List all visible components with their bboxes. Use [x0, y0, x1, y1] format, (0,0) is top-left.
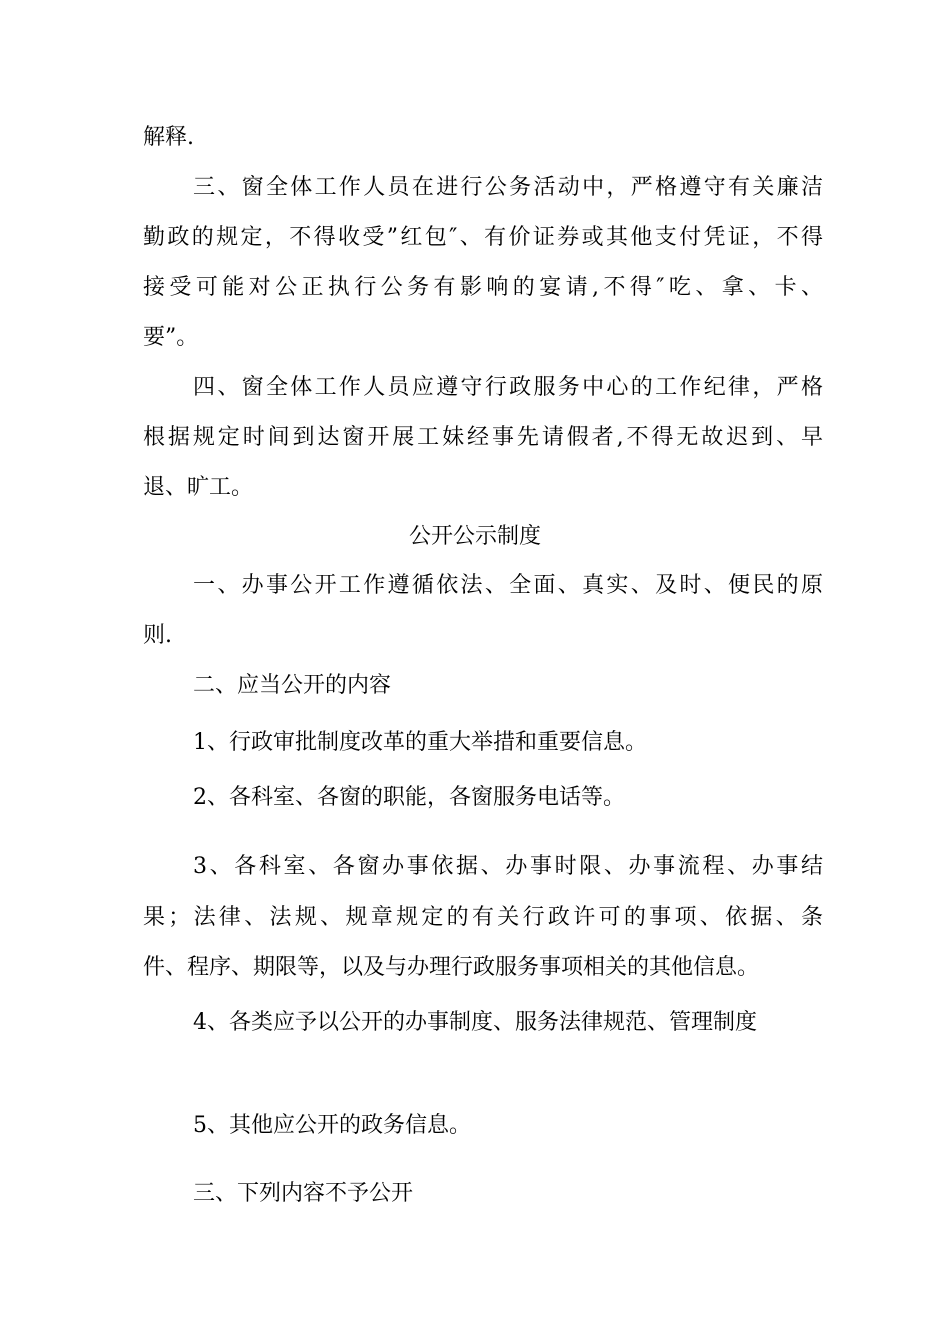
list-item: 2、各科室、各窗的职能，各窗服务电话等。: [193, 785, 625, 810]
list-item: 1、行政审批制度改革的重大举措和重要信息。: [193, 730, 647, 755]
list-item: 3、各科室、各窗办事依据、办事时限、办事流程、办事结: [193, 854, 823, 879]
paragraph-line: 勤政的规定，不得收受”红包″、有价证券或其他支付凭证，不得: [143, 225, 823, 250]
section-title: 公开公示制度: [408, 524, 541, 549]
paragraph-line: 接受可能对公正执行公务有影响的宴请,不得″吃、拿、卡、: [143, 275, 823, 300]
list-item: 4、各类应予以公开的办事制度、服务法律规范、管理制度: [193, 1010, 757, 1035]
paragraph-line: 要”。: [143, 325, 199, 350]
paragraph-line: 解释.: [143, 125, 194, 150]
paragraph-line: 件、程序、期限等，以及与办理行政服务事项相关的其他信息。: [143, 955, 760, 980]
paragraph-line: 一、办事公开工作遵循依法、全面、真实、及时、便民的原: [193, 573, 823, 598]
paragraph-line: 果；法律、法规、规章规定的有关行政许可的事项、依据、条: [143, 905, 823, 930]
paragraph-line: 根据规定时间到达窗开展工妹经事先请假者,不得无故迟到、早: [143, 425, 823, 450]
paragraph-line: 四、窗全体工作人员应遵守行政服务中心的工作纪律，严格: [193, 375, 823, 400]
paragraph-line: 退、旷工。: [143, 475, 254, 500]
paragraph-line: 三、窗全体工作人员在进行公务活动中，严格遵守有关廉洁: [193, 175, 823, 200]
paragraph-line: 二、应当公开的内容: [193, 673, 392, 698]
paragraph-line: 则.: [143, 623, 172, 648]
paragraph-line: 三、下列内容不予公开: [193, 1181, 414, 1206]
list-item: 5、其他应公开的政务信息。: [193, 1113, 471, 1138]
